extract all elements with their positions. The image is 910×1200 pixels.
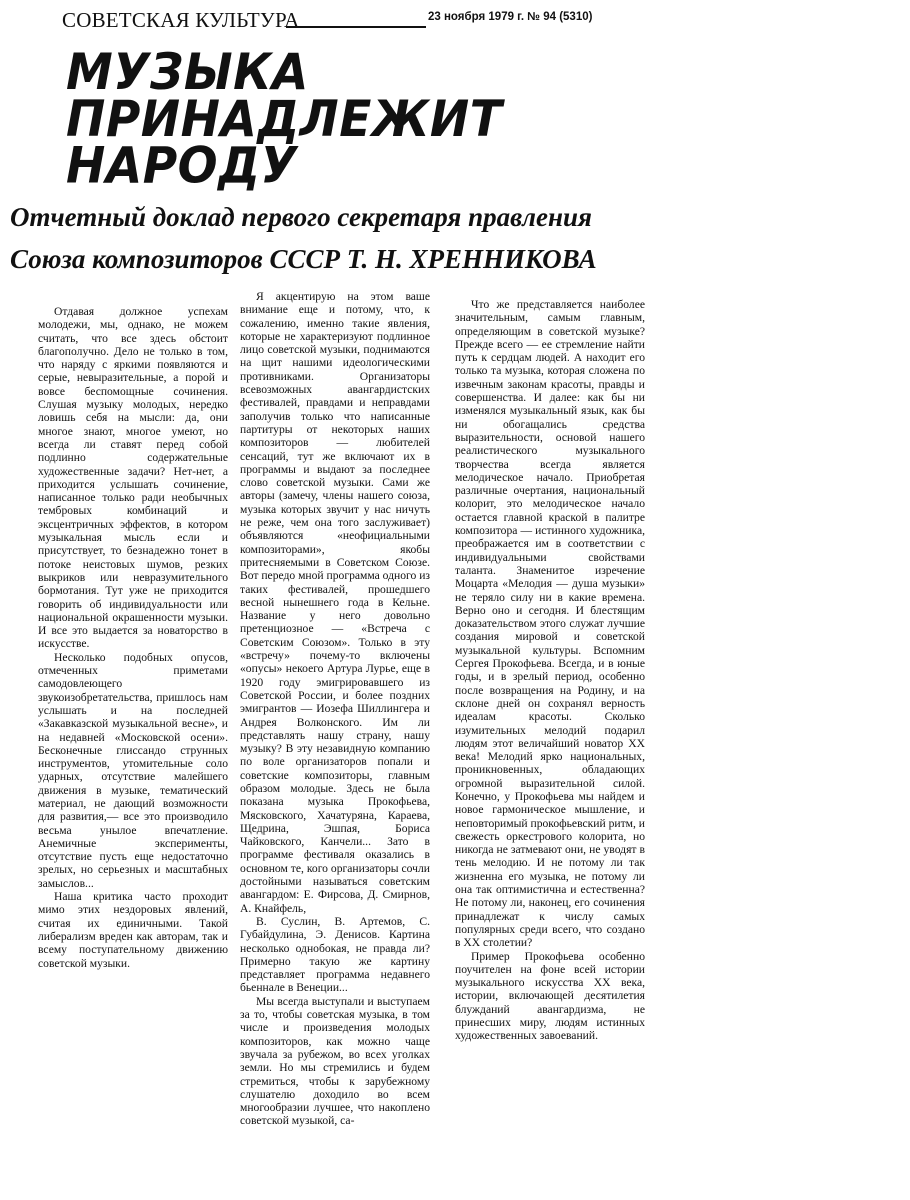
headline-line: НАРОДУ xyxy=(66,136,298,196)
text-column-3 xyxy=(455,298,645,1043)
issue-info: 23 ноября 1979 г. № 94 (5310) xyxy=(428,11,593,23)
subheadline-line: Союза композиторов СССР Т. Н. ХРЕННИКОВА xyxy=(10,244,597,274)
headline-line: ПРИНАДЛЕЖИТ xyxy=(66,90,503,149)
newspaper-name: СОВЕТСКАЯ КУЛЬТУРА xyxy=(62,8,300,32)
paragraph: Мы всегда выступали и выступаем за то, чтобы советская музыка, в том числе и произведения молодых композиторов, как можно чаще звучала за рубежом, во всех уголках земли. Но мы стремились и будем стремиться, чтобы к зарубежному слушателю доходило во всем многообразии лучшее, что накоплено советской музыкой, са- xyxy=(240,994,430,1128)
article-headline xyxy=(66,43,586,196)
paragraph: Что же представляется наиболее значительным, самым главным, определяющим в советской музыке? Прежде всего — ее стремление найти путь к сердцам людей. А находит его только та музыка, которая сложена по извечным законам красоты, правды и совершенства. И далее: как бы ни изменялся музыкальный язык, как бы ни обогащались средства выразительности, основой нашего реалистического музыкального творчества всегда является мелодическое начало. Приобретая различные очертания, национальный колорит, это мелодическое начало остается главной краской в палитре композитора — истинного художника, преображается им в соответствии с индивидуальными свойствами таланта. Знаменитое изречение Моцарта «Мелодия — душа музыки» не теряло силу ни в какие времена. Верно оно и сегодня. И блестящим доказательством этого служат лучшие создания мировой и советской музыкальной культуры. Вспомним Сергея Прокофьева. Всегда, и в юные годы, и в зрелый период, особенно после возвращения на Родину, и на склоне дней он сохранял верность идеалам красоты. Сколько изумительных мелодий подарил людям этот величайший новатор XX века! Мелодий ярко национальных, проникновенных, обладающих огромной выразительной силой. Конечно, у Прокофьева мы найдем и новое гармоническое мышление, и неповторимый прокофьевский ритм, и свежесть оркестрового колорита, но никогда не затмевают они, не уводят в тень мелодию. И не потому ли так жизненна его музыка, не потому ли она так оптимистична и естественна? Не потому ли, наконец, его сочинения принадлежат к числу самых популярных среди всего, что создано в XX столетии? xyxy=(455,298,645,950)
article-subheadline xyxy=(10,196,600,280)
masthead-rule xyxy=(286,26,426,28)
text-column-1 xyxy=(38,305,228,970)
masthead xyxy=(62,8,593,34)
paragraph: Отдавая должное успехам молодежи, мы, однако, не можем считать, что все здесь обстоит благополучно. Дело не только в том, что наряду с яркими появляются и серые, невыразительные, а порой и вовсе беспомощные сочинения. Слушая музыку молодых, нередко ловишь себя на мысли: да, они многое знают, многое умеют, но всегда ли ставят перед собой подлинно содержательные художественные задачи? Нет-нет, а приходится услышать сочинение, написанное только ради необычных тембровых комбинаций и эксцентричных эффектов, в котором музыкальная мысль если и присутствует, то безнадежно тонет в потоке неистовых шумов, резких выкриков или невразумительного бормотания. Тут уже не приходится говорить об индивидуальности или национальной окрашенности музыки. И все это выдается за новаторство в искусстве. xyxy=(38,305,228,651)
paragraph: В. Суслин, В. Артемов, С. Губайдулина, Э. Денисов. Картина несколько однобокая, не правда ли? Примерно такую же картину представляет программа недавнего бьеннале в Венеции... xyxy=(240,914,430,995)
headline-line: МУЗЫКА xyxy=(66,43,309,102)
paragraph: Наша критика часто проходит мимо этих нездоровых явлений, считая их единичными. Такой либерализм вреден как авторам, так и всему поступательному движению советской музыки. xyxy=(38,890,228,970)
paragraph: Пример Прокофьева особенно поучителен на фоне всей истории музыкального искусства XX века, истории, включающей десятилетия блужданий авангардизма, не принесших миру, людям истинных художественных завоеваний. xyxy=(455,949,645,1043)
paragraph: Я акцентирую на этом ваше внимание еще и потому, что, к сожалению, именно такие явления, которые не характеризуют подлинное лицо советской музыки, поднимаются на щит нашими идеологическими противниками. Организаторы всевозможных авангардистских фестивалей, правдами и неправдами заполучив только что написанные партитуры от некоторых наших композиторов — любителей сенсаций, тут же включают их в программы и выдают за последнее слово советской музыки. Сами же авторы (замечу, члены нашего союза, музыка которых звучит у нас ничуть не реже, чем она того заслуживает) объявляются «неофициальными композиторами», якобы притесняемыми в Советском Союзе. Вот передо мной программа одного из таких фестивалей, прошедшего весной нынешнего года в Кельне. Название у него довольно претенциозное — «Встреча с Советским Союзом». Только в эту «встречу» почему-то включены «опусы» некоего Артура Лурье, еще в 1920 году эмигрировавшего из Советской России, и более поздних эмигрантов — Иозефа Шиллингера и Андрея Волконского. Им ли представлять нашу страну, нашу музыку? В эту незавидную компанию по воле организаторов попали и советские композиторы, главным образом молодые. Здесь не была показана музыка Прокофьева, Мясковского, Хачатуряна, Караева, Щедрина, Эшпая, Бориса Чайковского, Канчели... Зато в программе фестиваля оказались в основном те, кого организаторы сочли достойными называться советским авангардом: Е. Фирсова, Д. Смирнов, А. Кнайфель, xyxy=(240,290,430,915)
paragraph: Несколько подобных опусов, отмеченных приметами самодовлеющего звукоизобретательства, пришлось нам услышать и на последней «Закавказской музыкальной весне», и на недавней «Московской осени». Бесконечные глиссандо струнных инструментов, утомительные соло ударных, отсутствие малейшего движения в музыке, тематический материал, не дающий возможности для развития,— все это производило весьма унылое впечатление. Анемичные эксперименты, отсутствие пусть еще недостаточно зрелых, но серьезных и масштабных замыслов... xyxy=(38,650,228,890)
subheadline-line: Отчетный доклад первого секретаря правления xyxy=(10,202,592,232)
text-column-2 xyxy=(240,290,430,1128)
